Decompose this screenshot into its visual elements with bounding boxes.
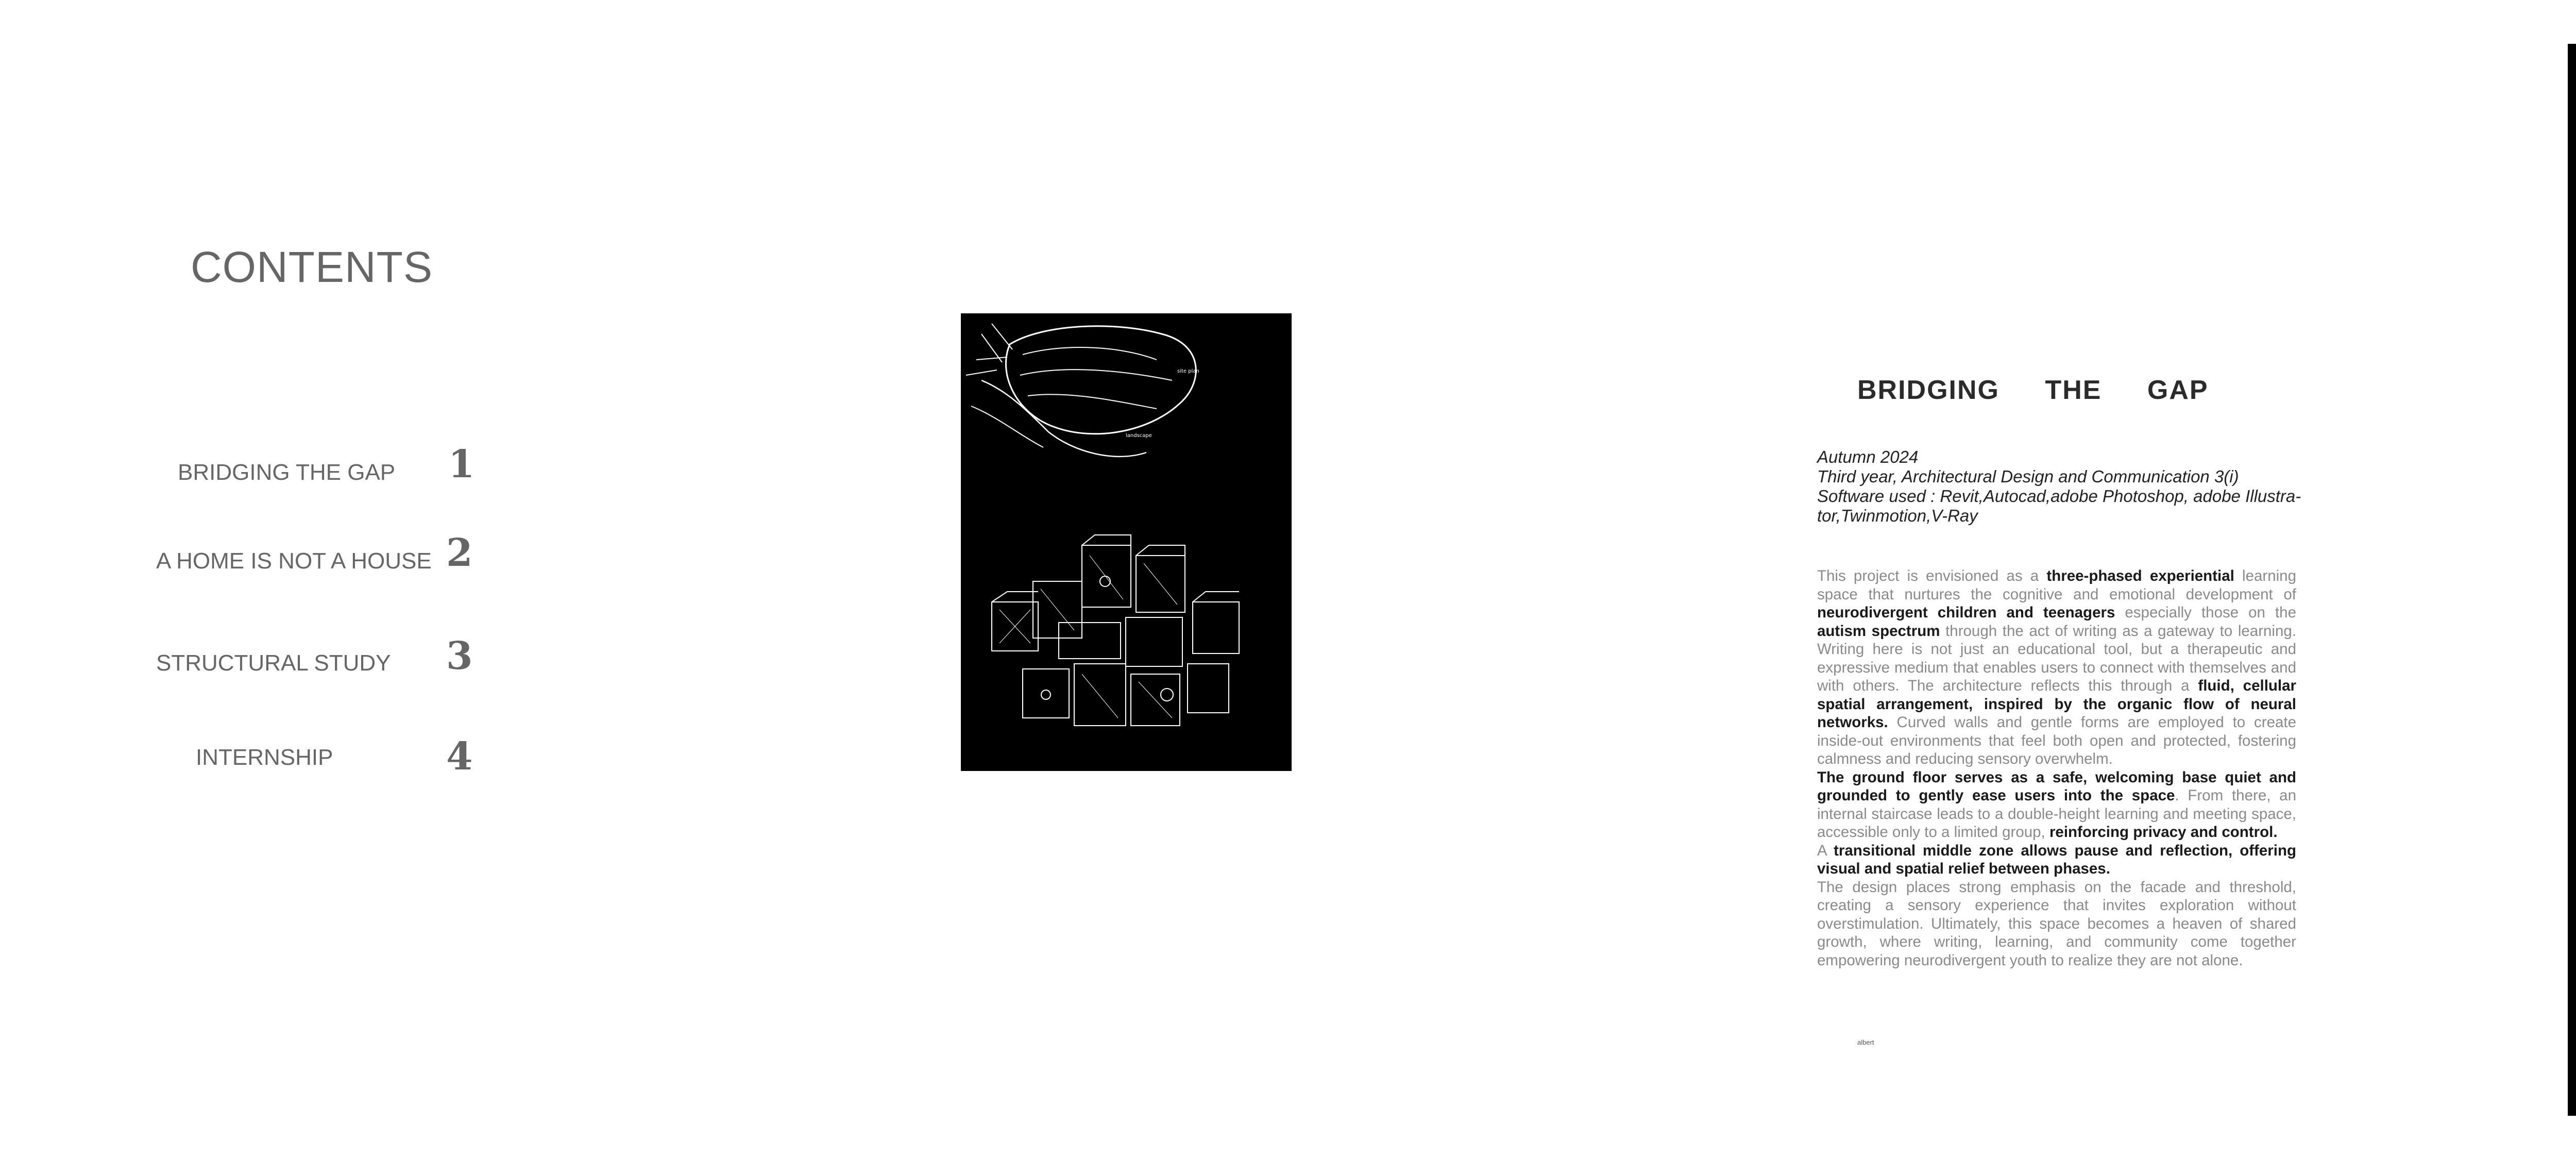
project-meta-line: tor,Twinmotion,V-Ray (1817, 506, 1978, 525)
description-paragraph (1817, 842, 2296, 878)
toc-item-number: 1 (448, 442, 475, 487)
svg-text:landscape: landscape (1126, 433, 1152, 439)
description-bold-run: transitional middle zone allows pause and reflection, offering visual and spatial relief between phases. (1817, 842, 2296, 877)
description-run: . From there, an internal staircase leads to a double-height learning and meeting space, accessible only to a limited group, (1817, 787, 2296, 841)
description-bold-run: neurodivergent children and teenagers (1817, 604, 2115, 621)
project-collage-image (961, 313, 1292, 771)
description-run: The design places strong emphasis on the facade and threshold, creating a sensory experience that invites exploration without overstimulation. Ultimately, this space becomes a heaven of shared growth, where writing, learning, and community come together empowering neurodivergent youth to realize they are not alone. (1817, 878, 2296, 969)
ribbon-wall-sketch-image (2568, 44, 2576, 1116)
description-paragraph (1817, 567, 2296, 768)
description-bold-run: autism spectrum (1817, 622, 1940, 640)
toc-item-number: 2 (446, 531, 473, 575)
project-title: BRIDGING THE GAP (1857, 375, 2209, 405)
description-run: Curved walls and gentle forms are employed to create inside-out environments that feel both open and protected, fostering calmness and reducing sensory overwhelm. (1817, 714, 2296, 767)
description-run: learning space that nurtures the cognitive and emotional development of (1817, 567, 2296, 603)
project-meta-line: Software used : Revit,Autocad,adobe Photoshop, adobe Illustra- (1817, 487, 2301, 506)
description-bold-run: The ground floor serves as a safe, welcoming base quiet and grounded to gently ease users into the space (1817, 768, 2296, 804)
description-run: through the act of writing as a gateway to learning. Writing here is not just an educational tool, but a therapeutic and expressive medium that enables users to connect with themselves and with others. The architecture reflects this through a (1817, 622, 2296, 694)
description-bold-run: fluid, cellular spatial arrangement, inspired by the organic flow of neural networks. (1817, 677, 2296, 731)
toc-item-label[interactable]: BRIDGING THE GAP (178, 460, 396, 485)
toc-item-label[interactable]: STRUCTURAL STUDY (156, 650, 391, 676)
description-run: especially those on the (2115, 604, 2296, 621)
svg-text:site plan: site plan (1177, 368, 1199, 374)
project-description (1817, 567, 2296, 969)
toc-item-number: 3 (446, 634, 473, 678)
project-meta (1817, 447, 2301, 526)
description-bold-run: three-phased experiential (2046, 567, 2234, 584)
footnote: albert (1857, 1038, 1874, 1046)
toc-item-number: 4 (446, 734, 473, 779)
description-run: This project is envisioned as a (1817, 567, 2047, 584)
description-bold-run: reinforcing privacy and control. (2049, 824, 2278, 841)
project-meta-line: Third year, Architectural Design and Communication 3(i) (1817, 467, 2239, 486)
project-meta-line: Autumn 2024 (1817, 447, 1919, 466)
description-paragraph (1817, 768, 2296, 842)
contents-title: CONTENTS (191, 243, 433, 291)
description-run: A (1817, 842, 1834, 859)
toc-item-label[interactable]: INTERNSHIP (196, 745, 333, 770)
toc-item-label[interactable]: A HOME IS NOT A HOUSE (156, 548, 432, 574)
description-paragraph (1817, 878, 2296, 970)
